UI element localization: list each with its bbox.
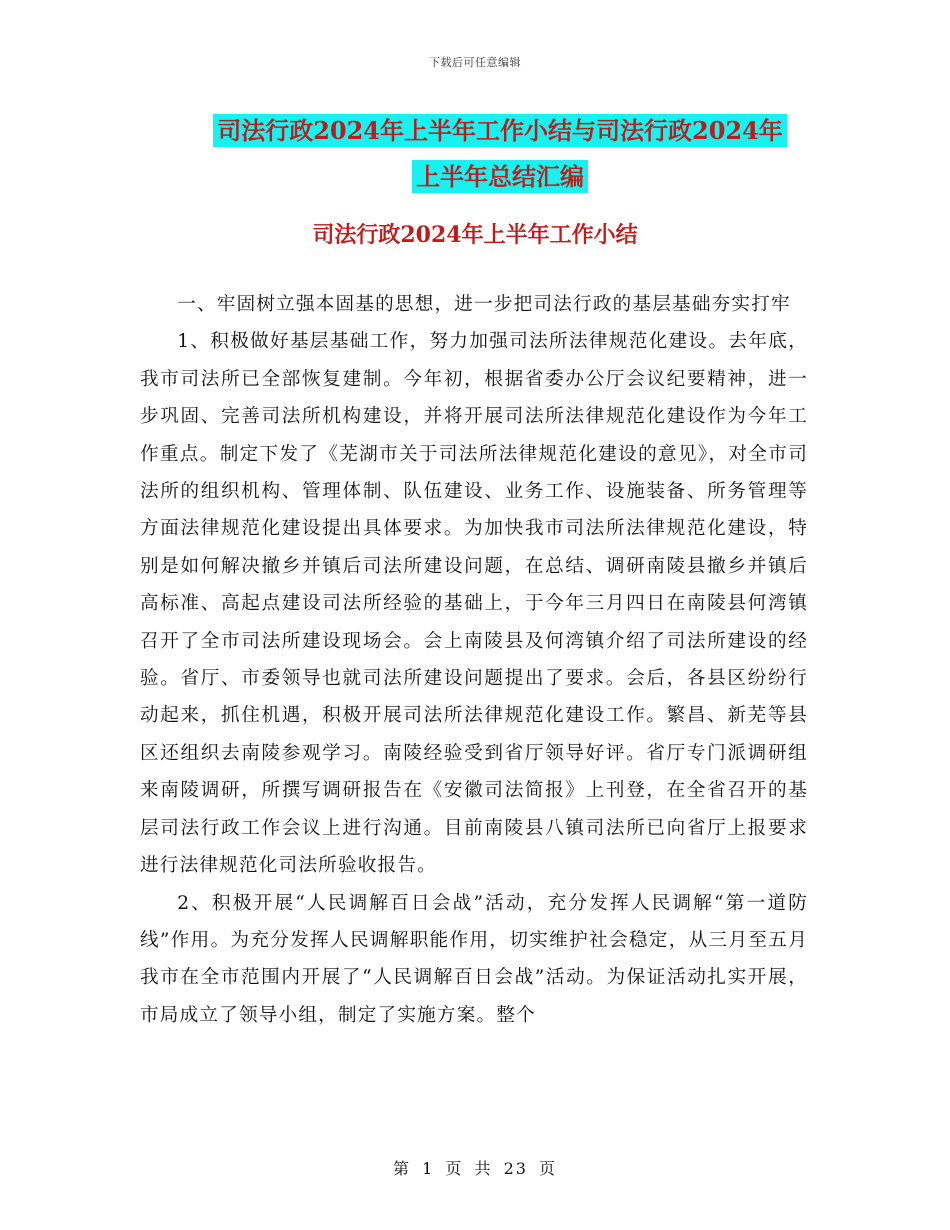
paragraph: 2、积极开展“人民调解百日会战”活动，充分发挥人民调解“第一道防线”作用。为充分发挥人民调解职能作用，切实维护社会稳定，从三月至五月我市在全市范围内开展了“人民调解百日会战”活动。为保证活动扎实开展，市局成立了领导小组，制定了实施方案。整个 <box>140 892 808 1026</box>
section-title: 司法行政2024年上半年工作小结 <box>312 222 638 248</box>
title-line-2: 上半年总结汇编 <box>412 160 588 193</box>
paragraph: 1、积极做好基层基础工作，努力加强司法所法律规范化建设。去年底，我市司法所已全部恢复建制。今年初，根据省委办公厅会议纪要精神，进一步巩固、完善司法所机构建设，并将开展司法所法律规范化建设作为今年工作重点。制定下发了《芜湖市关于司法所法律规范化建设的意见》，对全市司法所的组织机构、管理体制、队伍建设、业务工作、设施装备、所务管理等方面法律规范化建设提出具体要求。为加快我市司法所法律规范化建设，特别是如何解决撤乡并镇后司法所建设问题，在总结、调研南陵县撤乡并镇后高标准、高起点建设司法所经验的基础上，于今年三月四日在南陵县何湾镇召开了全市司法所建设现场会。会上南陵县及何湾镇介绍了司法所建设的经验。省厅、市委领导也就司法所建设问题提出了要求。会后，各县区纷纷行动起来，抓住机遇，积极开展司法所法律规范化建设工作。繁昌、新芜等县区还组织去南陵参观学习。南陵经验受到省厅领导好评。省厅专门派调研组来南陵调研，所撰写调研报告在《安徽司法简报》上刊登，在全省召开的基层司法行政工作会议上进行沟通。目前南陵县八镇司法所已向省厅上报要求进行法律规范化司法所验收报告。 <box>140 331 808 877</box>
footer-prefix: 第 <box>392 1159 411 1178</box>
footer-suffix: 页 <box>539 1159 558 1178</box>
page-number: 1 <box>422 1159 435 1178</box>
header-note: 下载后可任意编辑 <box>429 56 521 69</box>
document-body <box>140 286 808 1034</box>
title-line-1: 司法行政2024年上半年工作小结与司法行政2024年 <box>213 114 787 147</box>
paragraph-heading: 一、牢固树立强本固基的思想，进一步把司法行政的基层基础夯实打牢 <box>177 294 791 315</box>
total-pages: 23 <box>503 1159 528 1178</box>
document-title <box>190 108 810 200</box>
page-footer <box>0 1156 950 1179</box>
footer-total-label: 共 <box>474 1159 493 1178</box>
footer-page-label: 页 <box>445 1159 464 1178</box>
